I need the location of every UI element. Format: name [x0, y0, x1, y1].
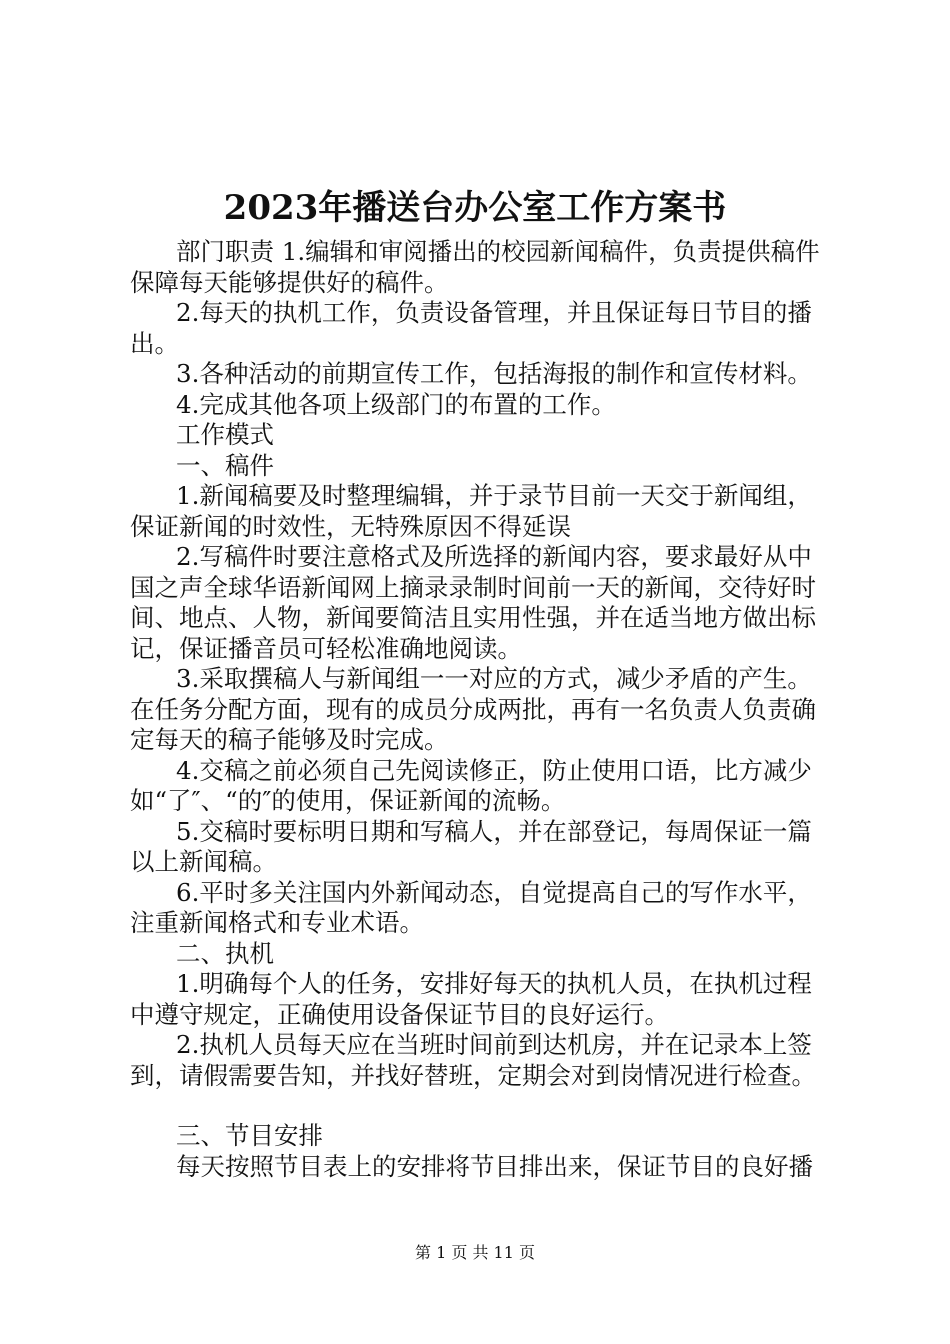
page-footer: [0, 1242, 950, 1264]
heading-manuscripts: 一、稿件: [176, 450, 274, 480]
heading-operation: 二、执机: [176, 938, 274, 968]
document-body: [130, 237, 830, 1182]
heading-program-schedule: 三、节目安排: [176, 1121, 323, 1150]
page-number: 第 1 页: [415, 1243, 468, 1262]
paragraph-manuscript-2: 2.写稿件时要注意格式及所选择的新闻内容，要求最好从中国之声全球华语新闻网上摘录录制时间前一天的新闻，交待好时间、地点、人物，新闻要简洁且实用性强，并在适当地方做出标记，保证播音员可轻松准确地阅读。: [130, 542, 816, 663]
paragraph-duties: 部门职责 1.编辑和审阅播出的校园新闻稿件，负责提供稿件保障每天能够提供好的稿件。: [130, 237, 820, 297]
paragraph-manuscript-5: 5.交稿时要标明日期和写稿人，并在部登记，每周保证一篇以上新闻稿。: [130, 816, 812, 876]
paragraph-duty-2: 2.每天的执机工作，负责设备管理，并且保证每日节目的播出。: [130, 298, 812, 358]
heading-work-mode: 工作模式: [176, 420, 274, 449]
paragraph-operation-1: 1.明确每个人的任务，安排好每天的执机人员，在执机过程中遵守规定，正确使用设备保证节目的良好运行。: [130, 969, 812, 1029]
document-title: 2023年播送台办公室工作方案书: [223, 188, 727, 228]
paragraph-manuscript-3: 3.采取撰稿人与新闻组一一对应的方式，减少矛盾的产生。在任务分配方面，现有的成员分成两批，再有一名负责人负责确定每天的稿子能够及时完成。: [130, 664, 816, 754]
paragraph-manuscript-1: 1.新闻稿要及时整理编辑，并于录节目前一天交于新闻组，保证新闻的时效性，无特殊原因不得延误: [130, 481, 812, 541]
paragraph-operation-2: 2.执机人员每天应在当班时间前到达机房，并在记录本上签到，请假需要告知，并找好替班，定期会对到岗情况进行检查。: [130, 1030, 816, 1090]
paragraph-duty-3: 3.各种活动的前期宣传工作，包括海报的制作和宣传材料。: [176, 359, 812, 388]
paragraph-program-schedule: 每天按照节目表上的安排将节目排出来，保证节目的良好播: [176, 1151, 813, 1181]
paragraph-manuscript-6: 6.平时多关注国内外新闻动态，自觉提高自己的写作水平，注重新闻格式和专业术语。: [130, 877, 812, 937]
page-total: 共 11 页: [472, 1243, 535, 1262]
paragraph-manuscript-4: 4.交稿之前必须自己先阅读修正，防止使用口语，比方减少如“了″、“的″的使用，保证新闻的流畅。: [130, 755, 812, 815]
paragraph-duty-4: 4.完成其他各项上级部门的布置的工作。: [176, 389, 616, 419]
